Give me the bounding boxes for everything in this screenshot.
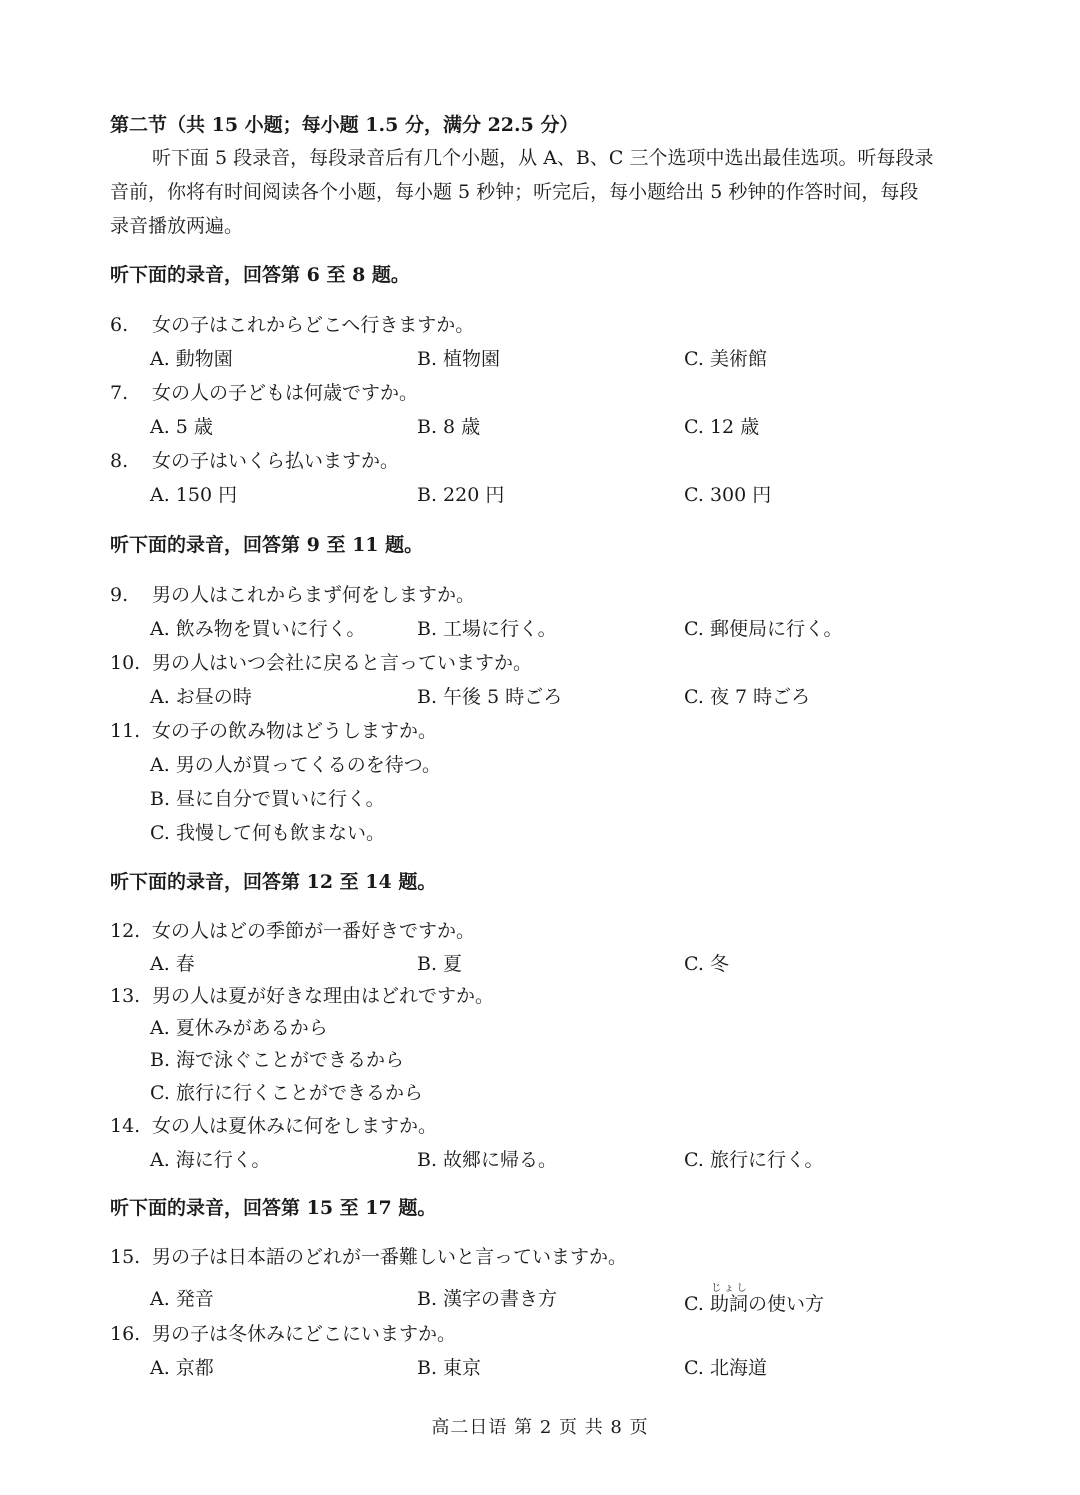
option-b: B. 植物園 — [417, 348, 501, 370]
ruby-base: 助詞 — [709, 1293, 748, 1315]
question-text: 男の人は夏が好きな理由はどれですか。 — [152, 985, 495, 1007]
option-a: A. お昼の時 — [150, 686, 252, 708]
option-c: C. 旅行に行くことができるから — [150, 1082, 423, 1104]
section-title: 第二节（共 15 小题；每小题 1.5 分，满分 22.5 分） — [110, 114, 579, 136]
option-a: A. 150 円 — [150, 484, 238, 506]
option-b: B. 昼に自分で買いに行く。 — [150, 788, 385, 810]
ruby-reading: じょし — [709, 1283, 748, 1294]
instructions-line-2: 音前，你将有时间阅读各个小题，每小题 5 秒钟；听完后，每小题给出 5 秒钟的作答时间，每段 — [110, 181, 919, 203]
question-text: 女の人の子どもは何歳ですか。 — [152, 382, 419, 404]
option-c: C. 冬 — [684, 953, 729, 975]
option-b: B. 漢字の書き方 — [417, 1288, 558, 1310]
option-c: C. 300 円 — [684, 484, 772, 506]
option-b: B. 220 円 — [417, 484, 505, 506]
option-c: C. 夜 7 時ごろ — [684, 686, 811, 708]
option-a: A. 5 歳 — [150, 416, 213, 438]
question-text: 女の子はこれからどこへ行きますか。 — [152, 314, 475, 336]
question-number: 14. — [110, 1115, 141, 1137]
option-a: A. 春 — [150, 953, 195, 975]
option-b: B. 故郷に帰る。 — [417, 1149, 558, 1171]
question-number: 12. — [110, 920, 141, 942]
question-text: 男の人はいつ会社に戻ると言っていますか。 — [152, 652, 533, 674]
option-a: A. 飲み物を買いに行く。 — [150, 618, 366, 640]
option-c-with-ruby: C. 助詞じょしの使い方 — [684, 1283, 824, 1315]
instructions-line-3: 录音播放两遍。 — [110, 215, 244, 237]
instructions-line-1: 听下面 5 段录音，每段录音后有几个小题，从 A、B、C 三个选项中选出最佳选项。听每段录 — [152, 147, 934, 169]
question-number: 11. — [110, 720, 141, 742]
question-number: 9. — [110, 584, 129, 606]
option-c: C. 旅行に行く。 — [684, 1149, 824, 1171]
option-b: B. 東京 — [417, 1357, 482, 1379]
question-number: 7. — [110, 382, 129, 404]
option-a: A. 動物園 — [150, 348, 233, 370]
group-heading: 听下面的录音，回答第 12 至 14 题。 — [110, 871, 437, 893]
option-b: B. 海で泳ぐことができるから — [150, 1049, 405, 1071]
option-c: C. 美術館 — [684, 348, 767, 370]
option-a: A. 発音 — [150, 1288, 214, 1310]
option-c: C. 北海道 — [684, 1357, 767, 1379]
option-a: A. 男の人が買ってくるのを待つ。 — [150, 754, 442, 776]
group-heading: 听下面的录音，回答第 6 至 8 题。 — [110, 264, 410, 286]
option-b: B. 8 歳 — [417, 416, 481, 438]
question-text: 女の人は夏休みに何をしますか。 — [152, 1115, 438, 1137]
option-a: A. 京都 — [150, 1357, 214, 1379]
ruby-word — [709, 1283, 748, 1315]
option-a: A. 海に行く。 — [150, 1149, 271, 1171]
question-text: 女の子はいくら払いますか。 — [152, 450, 400, 472]
option-b: B. 午後 5 時ごろ — [417, 686, 563, 708]
question-number: 6. — [110, 314, 129, 336]
options-row — [0, 1283, 1080, 1315]
question-text: 女の子の飲み物はどうしますか。 — [152, 720, 438, 742]
question-number: 16. — [110, 1323, 141, 1345]
page-footer: 高二日语 第 2 页 共 8 页 — [431, 1417, 649, 1438]
question-number: 15. — [110, 1246, 141, 1268]
option-c: C. 郵便局に行く。 — [684, 618, 843, 640]
option-b: B. 夏 — [417, 953, 463, 975]
question-text: 男の子は日本語のどれが一番難しいと言っていますか。 — [152, 1246, 628, 1268]
question-text: 男の子は冬休みにどこにいますか。 — [152, 1323, 457, 1345]
question-text: 男の人はこれからまず何をしますか。 — [152, 584, 476, 606]
option-b: B. 工場に行く。 — [417, 618, 557, 640]
option-a: A. 夏休みがあるから — [150, 1017, 328, 1039]
question-number: 10. — [110, 652, 141, 674]
group-heading: 听下面的录音，回答第 15 至 17 题。 — [110, 1197, 437, 1219]
question-text: 女の人はどの季節が一番好きですか。 — [152, 920, 476, 942]
question-number: 13. — [110, 985, 141, 1007]
option-c: C. 我慢して何も飲まない。 — [150, 822, 385, 844]
question-number: 8. — [110, 450, 129, 472]
group-heading: 听下面的录音，回答第 9 至 11 题。 — [110, 534, 424, 556]
option-c: C. 12 歳 — [684, 416, 760, 438]
